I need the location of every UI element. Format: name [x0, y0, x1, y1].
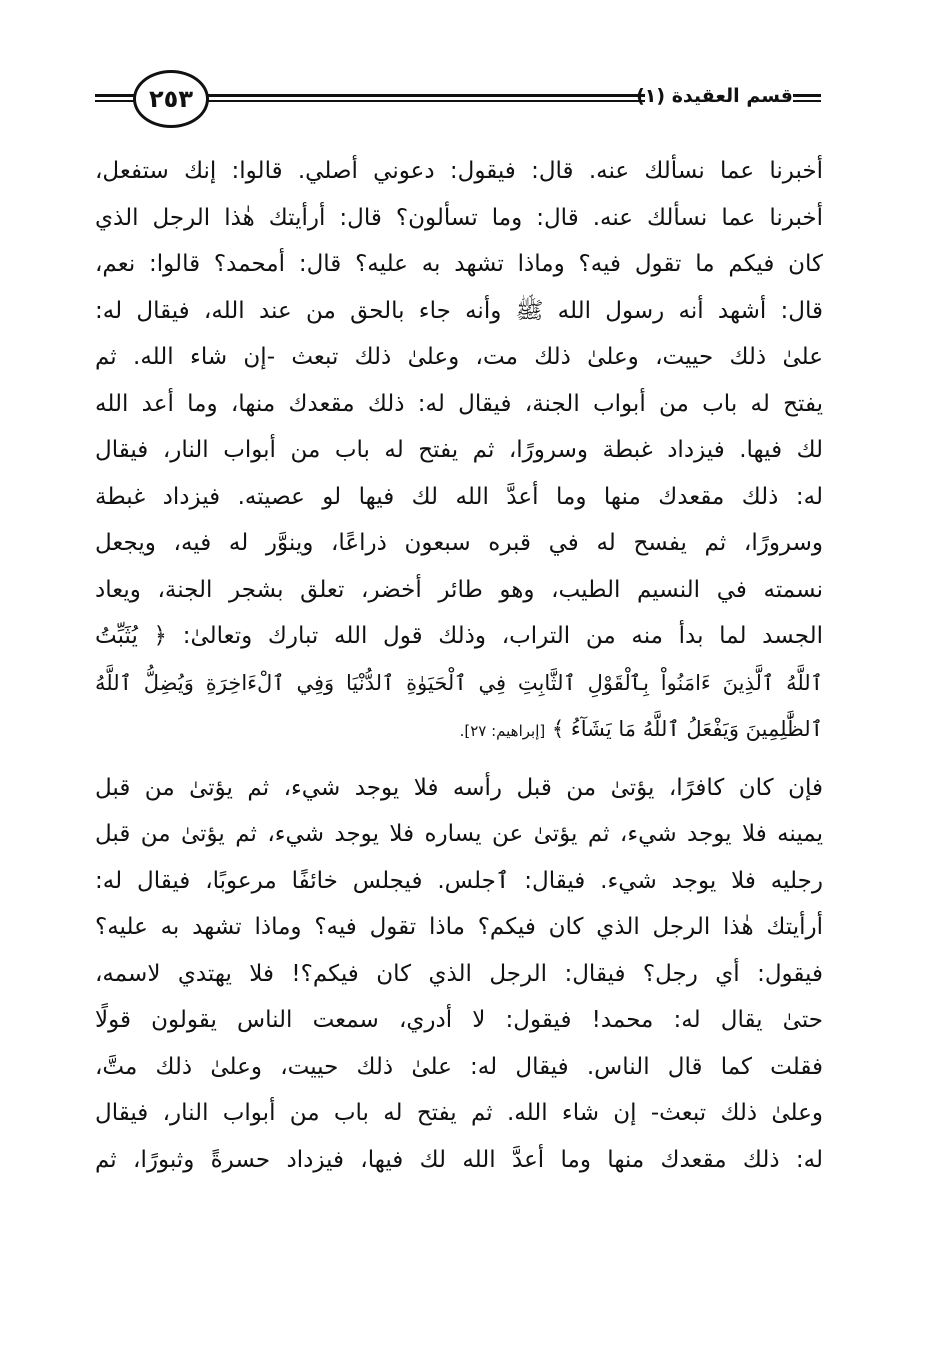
text-line: وسرورًا، ثم يفسح له في قبره سبعون ذراعًا، وينوَّر له فيه، ويجعل [95, 530, 823, 556]
quran-verse-line: ٱللَّهُ ٱلَّذِينَ ءَامَنُواْ بِٱلْقَوْلِ ٱلثَّابِتِ فِي ٱلْحَيَوٰةِ ٱلدُّنْيَا وَفِي ٱلْءَاخِرَةِ وَيُضِلُّ ٱللَّهُ [95, 670, 823, 695]
page-body [95, 148, 823, 1183]
text-line: قال: أشهد أنه رسول الله ﷺ وأنه جاء بالحق من عند الله، فيقال له: [95, 297, 823, 324]
text-line: علىٰ ذلك حييت، وعلىٰ ذلك مت، وعلىٰ ذلك تبعث -إن شاء الله. ثم [95, 344, 823, 370]
header-rule-middle [207, 94, 645, 102]
text-line: أخبرنا عما نسألك عنه. قال: وما تسألون؟ قال: أرأيتك هٰذا الرجل الذي [95, 204, 823, 231]
text-line: الجسد لما بدأ منه من التراب، وذلك قول الله تبارك وتعالىٰ: ﴿ يُثَبِّتُ [95, 623, 823, 649]
text-line: وعلىٰ ذلك تبعث- إن شاء الله. ثم يفتح له باب من أبواب النار، فيقال [95, 1100, 823, 1126]
page-number-oval [133, 70, 209, 128]
header-rule-left [95, 94, 135, 102]
page-header [95, 68, 821, 138]
text-line: فإن كان كافرًا، يؤتىٰ من قبل رأسه فلا يوجد شيء، ثم يؤتىٰ من قبل [95, 774, 823, 801]
text-line: حتىٰ يقال له: محمد! فيقول: لا أدري، سمعت الناس يقولون قولًا [95, 1007, 823, 1033]
header-rule-right [793, 94, 821, 102]
text-line: نسمته في النسيم الطيب، وهو طائر أخضر، تعلق بشجر الجنة، ويعاد [95, 576, 823, 603]
quran-verse-end: ٱلظَّٰلِمِينَ وَيَفْعَلُ ٱللَّهُ مَا يَشَآءُ ﴾ [551, 717, 823, 741]
text-line: فيقول: أي رجل؟ فيقال: الرجل الذي كان فيكم؟! فلا يهتدي لاسمه، [95, 960, 823, 987]
quran-verse-final-line [95, 706, 823, 753]
text-line: له: ذلك مقعدك منها وما أعدَّ الله لك فيها لو عصيته. فيزداد غبطة [95, 483, 823, 510]
text-line: فقلت كما قال الناس. فيقال له: علىٰ ذلك حييت، وعلىٰ ذلك متَّ، [95, 1053, 823, 1080]
text-line: أخبرنا عما نسألك عنه. قال: فيقول: دعوني أصلي. قالوا: إنك ستفعل، [95, 158, 823, 184]
text-line: يفتح له باب من أبواب الجنة، فيقال له: ذلك مقعدك منها، وما أعد الله [95, 390, 823, 417]
text-line: يمينه فلا يوجد شيء، ثم يؤتىٰ عن يساره فلا يوجد شيء، ثم يؤتىٰ من قبل [95, 821, 823, 847]
verse-citation: [إبراهيم: ٢٧]. [459, 722, 546, 740]
text-line: له: ذلك مقعدك منها وما أعدَّ الله لك فيها، فيزداد حسرةً وثبورًا، ثم [95, 1146, 823, 1173]
text-line: أرأيتك هٰذا الرجل الذي كان فيكم؟ ماذا تقول فيه؟ وماذا تشهد به عليه؟ [95, 914, 823, 940]
paragraph-2 [95, 765, 823, 1184]
section-title: قسم العقيدة (١) [636, 85, 793, 107]
page-number: ٢٥٣ [149, 85, 193, 113]
text-line: رجليه فلا يوجد شيء. فيقال: ٱجلس. فيجلس خائفًا مرعوبًا، فيقال له: [95, 867, 823, 894]
text-line: كان فيكم ما تقول فيه؟ وماذا تشهد به عليه؟ قال: أمحمد؟ قالوا: نعم، [95, 251, 823, 277]
text-line: لك فيها. فيزداد غبطة وسرورًا، ثم يفتح له باب من أبواب النار، فيقال [95, 437, 823, 463]
paragraph-1 [95, 148, 823, 753]
